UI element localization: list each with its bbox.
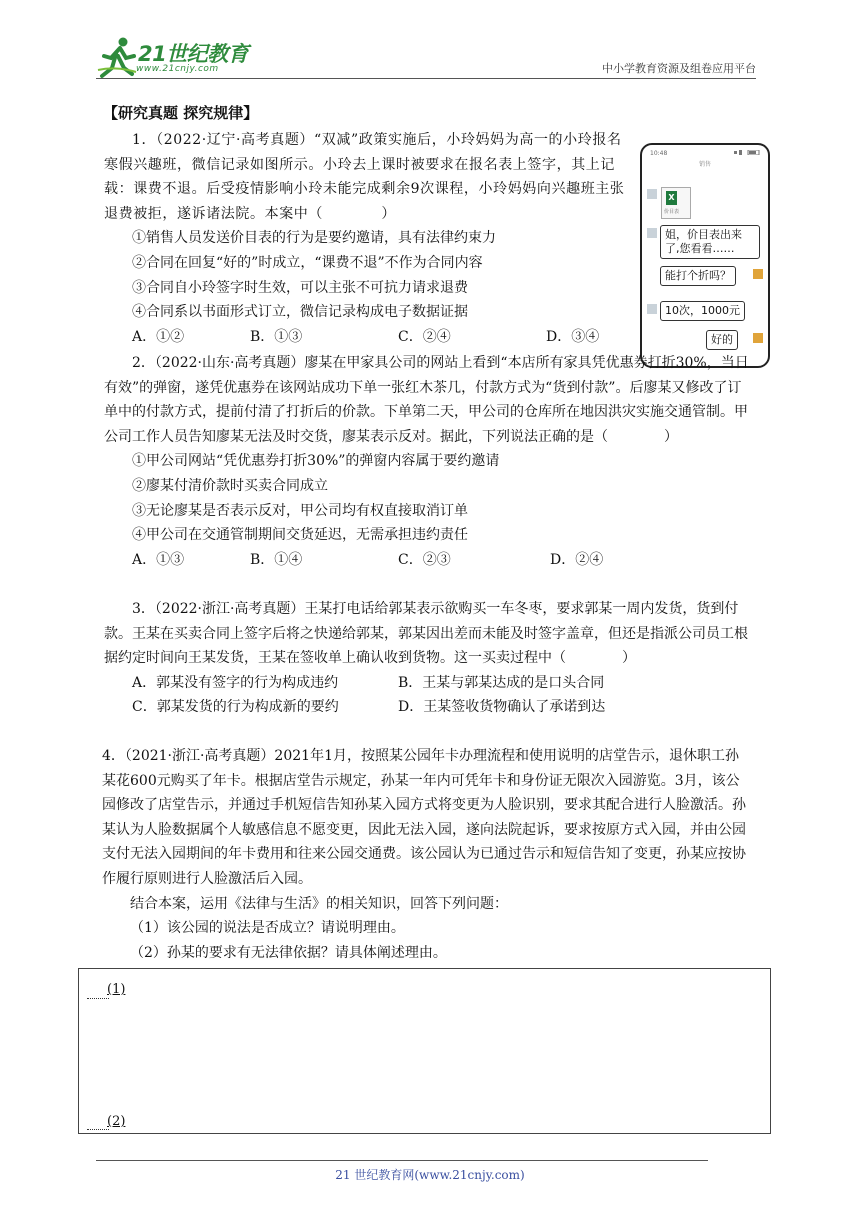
phone-battery-icon bbox=[734, 150, 760, 155]
question-1-stem: 1．（2022·辽宁·高考真题）“双减”政策实施后，小玲妈妈为高一的小玲报名寒假兴趣班，微信记录如图所示。小玲去上课时被要求在报名表上签字，其上记载：课费不退。后受疫情影响小玲未能完成剩余9次课程，小玲妈妈向兴趣班主张退费被拒，遂诉诸法院。本案中（ ） bbox=[104, 132, 625, 222]
question-2-option-1: ①甲公司网站“凭优惠券打折30%”的弹窗内容属于要约邀请 bbox=[132, 453, 500, 470]
chat-message-4: 好的 bbox=[706, 330, 738, 350]
choice-c[interactable]: C．②④ bbox=[398, 328, 451, 345]
header-platform-text: 中小学教育资源及组卷应用平台 bbox=[602, 62, 756, 75]
choice-b[interactable]: B．王某与郭某达成的是口头合同 bbox=[398, 674, 605, 691]
price-list-file[interactable] bbox=[661, 187, 691, 219]
choice-b[interactable]: B．①④ bbox=[250, 551, 303, 568]
question-2-choices bbox=[104, 548, 752, 573]
choice-a[interactable]: A．郭某没有签字的行为构成违约 bbox=[132, 674, 339, 691]
question-2 bbox=[104, 351, 752, 572]
question-3-stem: 3．（2022·浙江·高考真题）王某打电话给郭某表示欲购买一车冬枣，要求郭某一周内发货，货到付款。王某在买卖合同上签字后将之快递给郭某，郭某因出差而未能及时签字盖章，但还是指派公司员工根据约定时间向王某发货，王某在签收单上确认收到货物。这一买卖过程中（ ） bbox=[104, 601, 748, 667]
chat-message-2: 能打个折吗？ bbox=[660, 266, 736, 286]
question-3-choices-row-1 bbox=[104, 671, 752, 696]
answer-label-2: (2) bbox=[107, 1114, 126, 1129]
file-label: 价目表 bbox=[664, 209, 680, 215]
question-1 bbox=[104, 128, 634, 349]
question-3 bbox=[104, 597, 752, 720]
question-2-option-2: ②廖某付清价款时买卖合同成立 bbox=[132, 477, 328, 494]
wechat-screenshot-figure bbox=[640, 143, 770, 368]
answer-dots bbox=[87, 998, 109, 999]
customer-avatar bbox=[753, 333, 763, 343]
choice-d[interactable]: D．③④ bbox=[546, 328, 600, 345]
answer-dots bbox=[87, 1129, 109, 1130]
choice-a[interactable]: A．①③ bbox=[132, 551, 185, 568]
question-4-stem: 4．（2021·浙江·高考真题）2021年1月，按照某公园年卡办理流程和使用说明的店堂告示，退休职工孙某花600元购买了年卡。根据店堂告示规定，孙某一年内可凭年卡和身份证无限次入园游览。3月，该公园修改了店堂告示，并通过手机短信告知孙某入园方式将变更为人脸识别，要求其配合进行人脸激活。孙某认为人脸数据属个人敏感信息不愿变更，因此无法入园，遂向法院起诉，要求按原方式入园，并由公园支付无法入园期间的年卡费用和往来公园交通费。该公园认为已通过告示和短信告知了变更，孙某应按协作履行原则进行人脸激活后入园。 bbox=[102, 748, 746, 887]
question-4-sub-2: （2）孙某的要求有无法律依据？请具体阐述理由。 bbox=[130, 944, 447, 961]
choice-d[interactable]: D．王某签收货物确认了承诺到达 bbox=[398, 699, 606, 716]
question-4-instruction: 结合本案，运用《法律与生活》的相关知识，回答下列问题： bbox=[130, 895, 508, 912]
question-1-choices bbox=[104, 325, 634, 350]
seller-avatar bbox=[647, 228, 657, 238]
question-2-stem: 2．（2022·山东·高考真题）廖某在甲家具公司的网站上看到“本店所有家具凭优惠券打折30%，当日有效”的弹窗，遂凭优惠券在该网站成功下单一张红木茶几，付款方式为“货到付款”。后廖某又修改了订单中的付款方式，提前付清了打折后的价款。下单第二天，甲公司的仓库所在地因洪灾实施交通管制。甲公司工作人员告知廖某无法及时交货，廖某表示反对。据此，下列说法正确的是（ ） bbox=[104, 355, 749, 445]
question-2-option-4: ④甲公司在交通管制期间交货延迟，无需承担违约责任 bbox=[132, 527, 468, 544]
chat-message-1: 姐，价目表出来了,您看看…… bbox=[660, 225, 760, 259]
runner-logo-icon bbox=[96, 36, 138, 80]
header-divider bbox=[96, 78, 756, 79]
question-1-option-1: ①销售人员发送价目表的行为是要约邀请，具有法律约束力 bbox=[132, 230, 496, 247]
question-1-option-4: ④合同系以书面形式订立，微信记录构成电子数据证据 bbox=[132, 304, 468, 321]
question-1-option-3: ③合同自小玲签字时生效，可以主张不可抗力请求退费 bbox=[132, 279, 468, 296]
logo-brand-text: 21世纪教育 bbox=[138, 42, 249, 66]
customer-avatar bbox=[753, 269, 763, 279]
question-4-sub-1: （1）该公园的说法是否成立？请说明理由。 bbox=[130, 920, 405, 937]
question-4 bbox=[102, 744, 750, 965]
choice-d[interactable]: D．②④ bbox=[550, 551, 604, 568]
choice-b[interactable]: B．①③ bbox=[250, 328, 303, 345]
question-3-choices-row-2 bbox=[104, 695, 752, 720]
seller-avatar bbox=[647, 304, 657, 314]
answer-label-1: (1) bbox=[107, 982, 126, 997]
seller-avatar bbox=[647, 189, 657, 199]
choice-c[interactable]: C．②③ bbox=[398, 551, 451, 568]
phone-status-time: 10:48 bbox=[650, 150, 668, 157]
choice-c[interactable]: C．郭某发货的行为构成新的要约 bbox=[132, 699, 339, 716]
excel-file-icon: X bbox=[666, 191, 677, 205]
footer-divider bbox=[96, 1160, 708, 1161]
footer-text[interactable]: 21 世纪教育网(www.21cnjy.com) bbox=[335, 1168, 525, 1182]
logo-url-text: www.21cnjy.com bbox=[136, 64, 219, 74]
section-title: 【研究真题 探究规律】 bbox=[103, 104, 259, 122]
question-2-option-3: ③无论廖某是否表示反对，甲公司均有权直接取消订单 bbox=[132, 502, 468, 519]
chat-title: 销售 bbox=[698, 161, 711, 168]
question-1-option-2: ②合同在回复“好的”时成立，“课费不退”不作为合同内容 bbox=[132, 254, 483, 271]
choice-a[interactable]: A．①② bbox=[132, 328, 185, 345]
chat-message-3: 10次，1000元 bbox=[660, 301, 745, 321]
answer-box[interactable] bbox=[78, 968, 771, 1134]
site-logo[interactable] bbox=[96, 36, 266, 80]
